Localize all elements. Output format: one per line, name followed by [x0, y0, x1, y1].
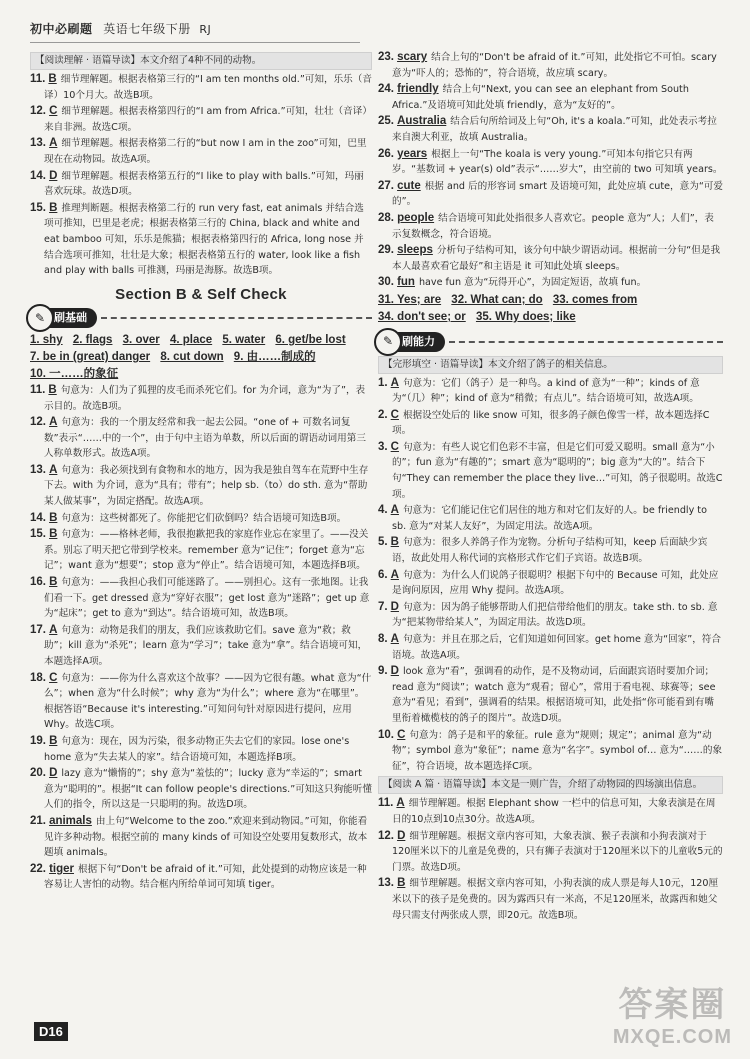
question-number: 15. — [30, 201, 46, 214]
explanation-text: 根据上一句“The koala is very young.”可知本句指它只有两岁。“基数词 + year(s) old”表示“……岁大”，由空前的 two 可知填 years。 — [392, 148, 723, 176]
explanation-text: 细节理解题。根据表格第四行的“I am from Africa.”可知，壮壮（音译）来自非洲。故选C项。 — [44, 106, 372, 133]
fill-answer: 8. cut down — [160, 350, 224, 363]
fill-row — [30, 349, 372, 366]
answer-item — [378, 535, 723, 566]
answer-key: B — [49, 511, 58, 524]
answer-key: cute — [397, 179, 421, 192]
answer-item — [30, 671, 372, 733]
answer-item — [30, 383, 372, 414]
explanation-text: 结合上句的“Don't be afraid of it.”可知，此处指它不可怕。scary 意为“吓人的；恐怖的”，符合语境，故应填 scary。 — [392, 52, 717, 79]
explanation-text: 由上句“Welcome to the zoo.”欢迎来到动物园。”可知，你能看见许多种动物。根据空前的 many kinds of 可知设空处要用复数形式，故本题填 animals。 — [44, 815, 368, 859]
question-number: 6. — [378, 568, 388, 581]
answers-group-d — [378, 376, 723, 775]
answers-group-c — [378, 50, 723, 291]
explanation-text: 句意为：有些人说它们色彩不丰富，但是它们可爱又聪明。small 意为“小的”；fun 意为“有趣的”；smart 意为“聪明的”；big 意为“大的”。结合下句“They can remember the place they live…”可知，鸽子很聪明。故选C项。 — [392, 441, 723, 500]
explanation-text: 句意为：现在，因为污染，很多动物正失去它们的家园。lose one's home 意为“失去某人的家”。结合语境可知，本题选择B项。 — [44, 735, 350, 763]
explanation-text: 结合上句“Next, you can see an elephant from South Africa.”及语境可知此处填 friendly，意为“友好的”。 — [392, 84, 689, 111]
explanation-text: 句意为：人们为了狐狸的皮毛而杀死它们。for 为介词，意为“为了”，表示目的。故选B项。 — [44, 384, 366, 412]
question-number: 22. — [30, 862, 46, 875]
fill-answer: 34. don't see; or — [378, 310, 466, 323]
answer-key: B — [48, 383, 57, 396]
question-number: 18. — [30, 671, 46, 684]
answer-item — [30, 623, 372, 670]
answer-key: Australia — [397, 115, 447, 128]
answer-key: D — [49, 767, 58, 780]
question-number: 14. — [30, 511, 46, 524]
answer-item — [378, 211, 723, 242]
answer-key: A — [390, 633, 399, 645]
answer-item — [30, 575, 372, 622]
question-number: 11. — [30, 73, 46, 85]
explanation-text: 句意为：并且在那之后，它们知道如何回家。get home 意为“回家”，符合语境。故选A项。 — [392, 634, 721, 661]
answer-key: years — [397, 147, 428, 160]
question-number: 21. — [30, 814, 46, 827]
explanation-text: 句意为：我必须找到有食物和水的地方，因为我是独自驾车在荒野中生存下去。with 为介词，意为“具有；带有”；help sb.（to）do sth. 意为“帮助某人做某事”，为固定搭配。故选A项。 — [44, 464, 369, 508]
answer-key: A — [49, 463, 58, 476]
answer-item — [30, 72, 372, 103]
fill-answer: 1. shy — [30, 333, 63, 346]
answer-item — [30, 511, 372, 527]
section-title: Section B & Self Check — [115, 285, 287, 303]
fill-answer: 9. 由……制成的 — [233, 350, 316, 363]
fill-row — [378, 309, 723, 326]
tag-ability — [378, 332, 723, 352]
book-subtitle: 英语七年级下册 — [103, 22, 191, 36]
answer-key: B — [390, 536, 399, 549]
left-column — [30, 50, 372, 894]
answer-item — [378, 600, 723, 631]
explanation-text: 细节理解题。根据表格第三行的“I am ten months old.”可知，乐乐（音译）10个月大。故选B项。 — [44, 74, 372, 101]
explanation-text: 结合语境可知此处指很多人喜欢它。people 意为“人；人们”，表示复数概念，符合语境。 — [392, 212, 714, 240]
explanation-text: 句意为：它们能记住它们居住的地方和对它们友好的人。be friendly to sb. 意为“对某人友好”，为固定用法。故选A项。 — [392, 505, 707, 532]
explanation-text: 推理判断题。根据表格第二行的 run very fast, eat animals 并结合选项可推知，巴里是老虎；根据表格第三行的 China, black and white and eat bamboo 可知，乐乐是熊猫；根据表格第四行的 Africa, long nose 并结合选项可推知，壮壮是大象；根据表格第五行的 water, look like a fish and play with balls 可推测，玛丽是海豚。故选B项。 — [44, 202, 364, 277]
question-number: 13. — [378, 877, 394, 890]
answer-item — [378, 728, 723, 775]
answer-key: A — [390, 568, 399, 581]
question-number: 5. — [378, 536, 388, 549]
answer-item — [378, 114, 723, 145]
reading-a-banner: 【阅读 A 篇 · 语篇导读】本文是一则广告，介绍了动物园的四场演出信息。 — [378, 776, 723, 794]
explanation-text: have fun 意为“玩得开心”，为固定短语，故填 fun。 — [418, 277, 647, 289]
answer-item — [30, 527, 372, 574]
answer-item — [30, 814, 372, 861]
explanation-text: 句意为：为什么人们说鸽子很聪明？根据下句中的 Because 可知，此处应是询问原因，应用 Why 提问。故选A项。 — [392, 569, 719, 597]
answer-item — [30, 766, 372, 813]
fill-answer: 7. be in (great) danger — [30, 350, 151, 363]
question-number: 4. — [378, 504, 388, 517]
explanation-text: 句意为：它们（鸽子）是一种鸟。a kind of 意为“一种”；kinds of 意为“（几）种”；kind of 意为“稍微；有点儿”。结合语境可知，故选A项。 — [392, 377, 700, 405]
answer-key: B — [48, 73, 57, 85]
explanation-text: 结合后句所给词及上句“Oh, it's a koala.”可知，此处表示考拉来自澳大利亚，故填 Australia。 — [392, 116, 717, 143]
answer-key: D — [390, 665, 399, 678]
question-number: 11. — [30, 383, 46, 396]
page-number: D16 — [34, 1022, 68, 1041]
question-number: 19. — [30, 734, 46, 747]
question-number: 25. — [378, 115, 394, 128]
question-number: 9. — [378, 665, 388, 678]
question-number: 15. — [30, 528, 46, 541]
answer-item — [378, 440, 723, 502]
explanation-text: 句意为：——格林老师，我很抱歉把我的家庭作业忘在家里了。——没关系。别忘了明天把它带到学校来。remember 意为“记住”；forget 意为“忘记”；want 意为“想要”；stop 意为“停止”。结合语境可知，本题选择B项。 — [44, 529, 369, 572]
watermark-line1: 答案圈 — [618, 986, 727, 1024]
answer-key: tiger — [49, 862, 74, 875]
question-number: 29. — [378, 244, 394, 257]
answer-key: B — [49, 734, 58, 747]
question-number: 11. — [378, 797, 394, 810]
tag-basic — [30, 308, 372, 328]
fill-answer: 2. flags — [72, 333, 113, 346]
answer-item — [30, 862, 372, 893]
question-number: 23. — [378, 51, 394, 63]
answer-item — [378, 796, 723, 827]
explanation-text: 句意为：这些树都死了。你能把它们砍倒吗？结合语境可知选B项。 — [61, 512, 347, 524]
explanation-text: look 意为“看”，强调看的动作，是不及物动词，后面跟宾语时要加介词；read 意为“阅读”；watch 意为“观看；留心”，常用于看电视、球赛等；see 意为“看见；看到”，强调看的结果。根据语境可知，此处指“你可能看到有嘴里衔着橄榄枝的鸽子的图片”。故选D项。 — [392, 666, 716, 724]
answer-key: A — [49, 623, 58, 636]
question-number: 8. — [378, 633, 388, 645]
answer-key: B — [49, 576, 58, 589]
answer-key: C — [390, 408, 399, 421]
question-number: 24. — [378, 83, 394, 96]
explanation-text: 句意为：——我担心我们可能迷路了。——别担心。这有一张地图。让我们看一下。get dressed 意为“穿好衣服”；get lost 意为“迷路”；get up 意为“起床”；get to 意为“到达”。结合语境可知，故选B项。 — [44, 577, 370, 620]
answer-item — [30, 104, 372, 135]
explanation-text: 细节理解题。根据表格第二行的“but now I am in the zoo”可知，巴里现在在动物园。故选A项。 — [44, 138, 367, 165]
question-number: 10. — [378, 728, 394, 741]
answers-group-a — [30, 72, 372, 279]
answers-group-b — [30, 383, 372, 893]
book-title: 初中必刷题 — [30, 22, 93, 36]
explanation-text: 根据 and 后的形容词 smart 及语境可知，此处应填 cute，意为“可爱的”。 — [392, 180, 723, 208]
explanation-text: 根据下句“Don't be afraid of it.”可知，此处提到的动物应该是一种容易让人害怕的动物。结合框内所给单词可知填 tiger。 — [44, 863, 367, 891]
answer-item — [378, 829, 723, 876]
explanation-text: 根据设空处后的 like snow 可知，很多鸽子颜色像雪一样，故本题选择C项。 — [392, 409, 710, 437]
answer-key: B — [49, 201, 58, 214]
explanation-text: 细节理解题。根据表格第五行的“I like to play with balls.”可知，玛丽喜欢玩球。故选D项。 — [44, 170, 364, 198]
explanation-text: 句意为：——你为什么喜欢这个故事？——因为它很有趣。what 意为“什么”；when 意为“什么时候”；why 意为“为什么”；where 意为“在哪里”。根据答语“Because it's interesting.”可知问句针对原因进行提问，应用 Why。故选C项。 — [44, 672, 372, 731]
explanation-text: 细节理解题。根据文章内容可知，小狗表演的成人票是每人10元，120厘米以下的孩子是免费的。因为露西只有一米高，不足120厘米，故露西和她父母只需支付两张成人票，即20元。故选B项。 — [392, 878, 719, 921]
answer-key: people — [397, 211, 435, 224]
answer-key: scary — [397, 51, 428, 63]
answer-item — [378, 568, 723, 599]
fill-answer: 35. Why does; like — [475, 310, 576, 323]
answer-key: C — [390, 440, 399, 453]
answer-key: A — [390, 376, 399, 389]
explanation-text: 句意为：动物是我们的朋友，我们应该救助它们。save 意为“救；救助”；kill 意为“杀死”；learn 意为“学习”；take 意为“拿”。结合语境可知，本题选择A项。 — [44, 624, 368, 667]
answer-item — [378, 147, 723, 178]
answer-item — [378, 243, 723, 274]
explanation-text: 句意为：很多人养鸽子作为宠物。分析句子结构可知，keep 后面缺少宾语，故此处用人称代词的宾格形式作它们子宾语。故选B项。 — [392, 537, 708, 565]
fill-answer: 33. comes from — [552, 293, 638, 306]
answer-key: B — [397, 877, 406, 890]
answer-key: sleeps — [397, 244, 433, 257]
page-header — [30, 20, 360, 43]
question-number: 12. — [30, 105, 46, 118]
answer-item — [378, 503, 723, 534]
question-number: 1. — [378, 376, 388, 389]
fill-answer: 6. get/be lost — [275, 333, 346, 346]
question-number: 14. — [30, 169, 46, 182]
fill-answer: 31. Yes; are — [378, 293, 442, 306]
fill-row — [30, 332, 372, 349]
divider — [101, 317, 372, 319]
answer-item — [30, 415, 372, 462]
answer-key: B — [49, 528, 58, 541]
answers-group-e — [378, 796, 723, 923]
question-number: 12. — [378, 829, 394, 842]
tag-basic-label: 刷基础 — [54, 311, 87, 325]
divider — [449, 341, 723, 343]
explanation-text: lazy 意为“懒惰的”；shy 意为“羞怯的”；lucky 意为“幸运的”；smart 意为“聪明的”。根据“It can follow people's directions.”可知这只狗能听懂人们的指令，所以这是一只聪明的狗。故选D项。 — [44, 768, 372, 811]
answer-item — [378, 376, 723, 407]
answer-item — [378, 876, 723, 923]
explanation-text: 句意为：我的一个朋友经常和我一起去公园。“one of + 可数名词复数”表示“……中的一个”，由于句中主语为单数，所以后面的谓语动词用第三人称单数形式。故选A项。 — [44, 417, 366, 460]
answer-item — [30, 463, 372, 510]
answer-key: C — [49, 105, 58, 118]
answer-item — [30, 169, 372, 200]
book-edition: RJ — [199, 23, 212, 36]
explanation-text: 句意为：因为鸽子能够帮助人们把信带给他们的朋友。take sth. to sb. 意为“把某物带给某人”，为固定用法。故选D项。 — [392, 601, 718, 629]
answer-item — [378, 632, 723, 663]
fill-answer: 32. What can; do — [451, 293, 543, 306]
answer-key: C — [397, 728, 406, 741]
fill-answer: 4. place — [169, 333, 213, 346]
question-number: 17. — [30, 623, 46, 636]
answer-key: friendly — [397, 83, 439, 96]
answer-key: A — [396, 797, 405, 810]
question-number: 20. — [30, 767, 46, 780]
fill-answer: 3. over — [122, 333, 160, 346]
answer-key: fun — [397, 276, 415, 289]
answer-key: A — [390, 504, 399, 517]
answer-item — [378, 82, 723, 113]
answer-key: A — [49, 416, 58, 429]
answer-item — [378, 408, 723, 439]
watermark — [613, 977, 732, 1049]
fill-row — [30, 366, 372, 383]
answer-item — [30, 136, 372, 167]
question-number: 7. — [378, 600, 388, 613]
fill-answer: 10. 一……的象征 — [30, 367, 119, 380]
fill-row — [378, 292, 723, 309]
question-number: 2. — [378, 408, 388, 421]
watermark-line2: MXQE.COM — [612, 1026, 732, 1048]
answer-item — [378, 275, 723, 291]
explanation-text: 细节理解题。根据 Elephant show 一栏中的信息可知，大象表演是在周日的10点到10点30分。故选A项。 — [392, 798, 716, 825]
explanation-text: 细节理解题。根据文章内容可知，大象表演、猴子表演和小狗表演对于120厘米以下的儿童是免费的，只有狮子表演对于120厘米以下的儿童收5元的门票。故选D项。 — [392, 830, 723, 873]
answer-key: D — [49, 169, 58, 182]
answer-item — [378, 664, 723, 726]
answer-item — [30, 734, 372, 765]
reading-banner: 【阅读理解 · 语篇导读】本文介绍了4种不同的动物。 — [30, 52, 372, 70]
question-number: 13. — [30, 137, 46, 150]
tag-ability-label: 刷能力 — [402, 334, 435, 348]
fill-answer: 5. water — [222, 333, 266, 346]
question-number: 3. — [378, 440, 388, 453]
answer-key: D — [397, 829, 406, 842]
question-number: 12. — [30, 416, 46, 429]
cloze-banner: 【完形填空 · 语篇导读】本文介绍了鸽子的相关信息。 — [378, 356, 723, 374]
pencil-icon: ✎ — [26, 304, 54, 332]
question-number: 28. — [378, 211, 394, 224]
question-number: 30. — [378, 276, 394, 289]
question-number: 27. — [378, 179, 394, 192]
question-number: 13. — [30, 463, 46, 476]
answer-key: D — [390, 600, 399, 613]
question-number: 16. — [30, 576, 46, 589]
explanation-text: 分析句子结构可知，该分句中缺少谓语动词。根据前一分句“但是我本人最喜欢看它最好”和主语是 it 可知此处填 sleeps。 — [392, 245, 721, 272]
answer-item — [30, 201, 372, 279]
pencil-icon: ✎ — [374, 328, 402, 356]
answer-key: C — [49, 671, 58, 684]
answer-item — [378, 179, 723, 210]
answer-item — [378, 50, 723, 81]
question-number: 26. — [378, 147, 394, 160]
explanation-text: 句意为：鸽子是和平的象征。rule 意为“规则；规定”；animal 意为“动物”；symbol 意为“象征”；name 意为“名字”。symbol of… 意为“……的象征”，符合语境，故本题选择C项。 — [392, 729, 723, 772]
right-column — [378, 50, 723, 924]
answer-key: A — [49, 137, 58, 150]
answer-key: animals — [49, 814, 92, 827]
